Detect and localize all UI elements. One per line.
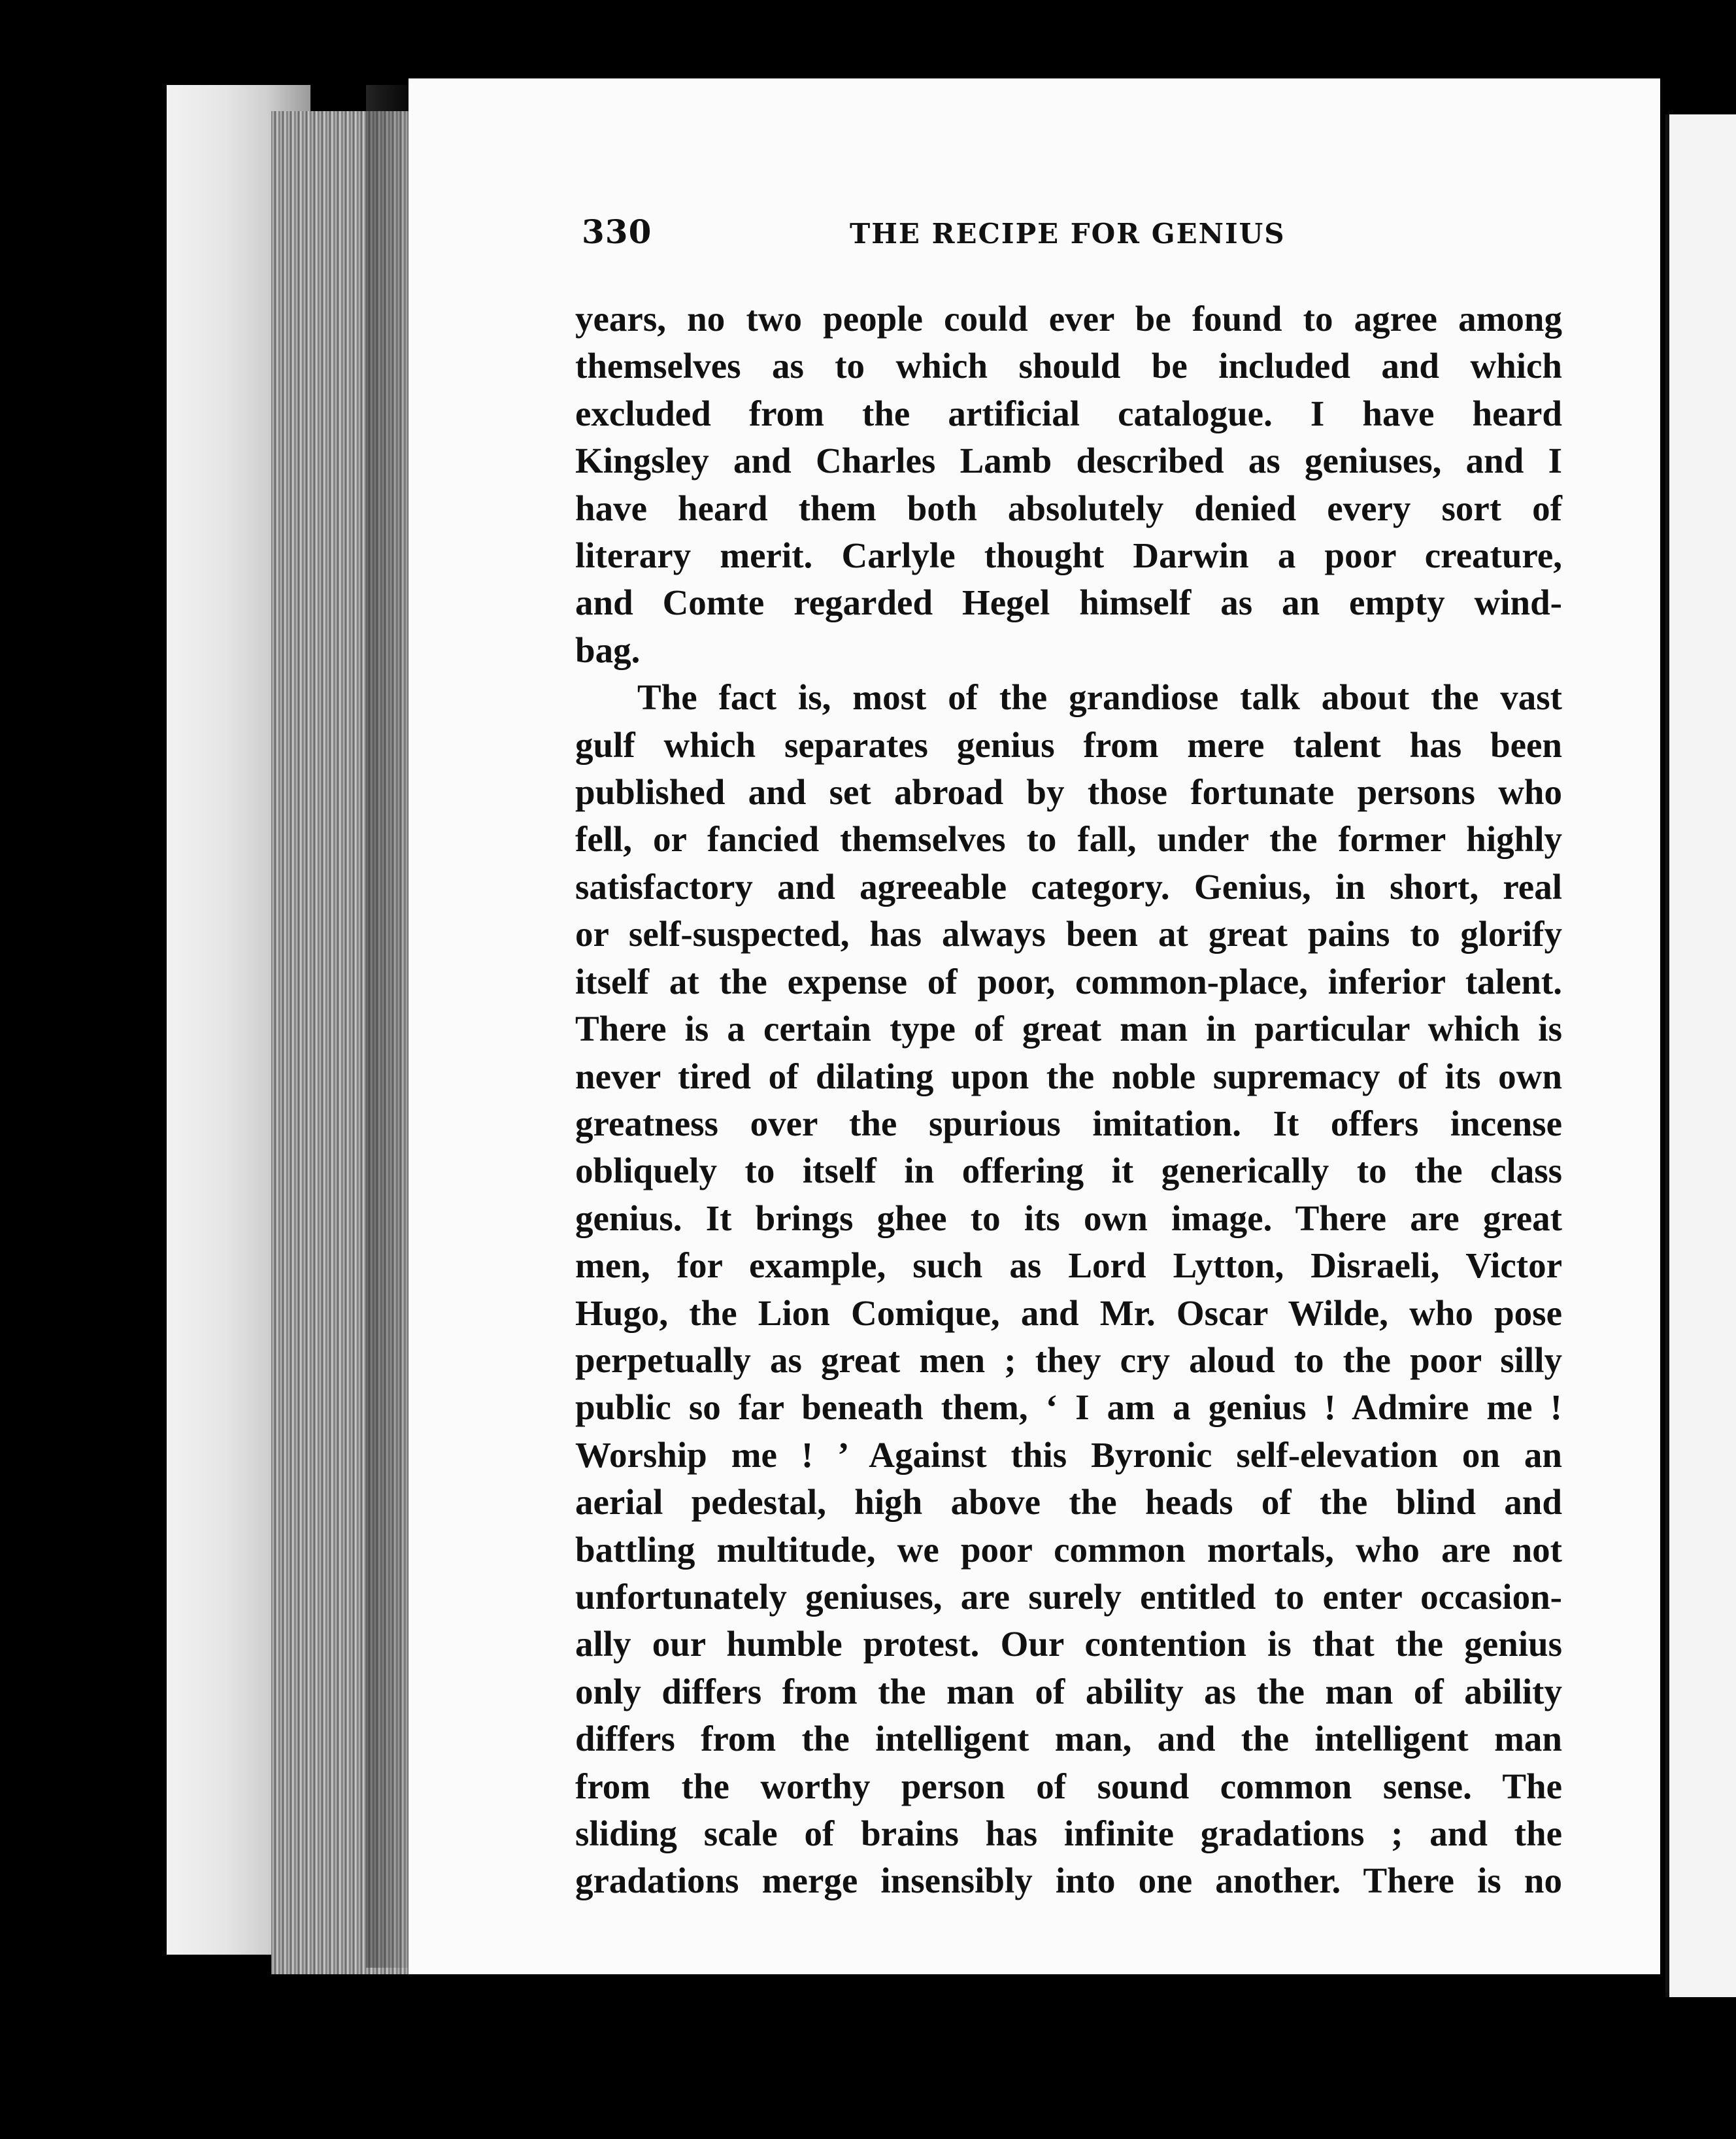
text-line: obliquely to itself in offering it generically to the class <box>575 1151 1562 1191</box>
text-line: years, no two people could ever be found to agree among <box>575 299 1562 339</box>
text-line: ally our humble protest. Our contention is that the genius <box>575 1624 1562 1664</box>
text-line: battling multitude, we poor common mortals, who are not <box>575 1529 1562 1570</box>
text-line: men, for example, such as Lord Lytton, Disraeli, Victor <box>575 1245 1562 1286</box>
page-number: 330 <box>582 212 652 251</box>
text-line: genius. It brings ghee to its own image. There are great <box>575 1198 1562 1238</box>
text-line: themselves as to which should be included and which <box>575 346 1562 386</box>
text-line: aerial pedestal, high above the heads of the blind and <box>575 1482 1562 1523</box>
text-line: or self-suspected, has always been at great pains to glorify <box>575 914 1562 954</box>
text-line: published and set abroad by those fortunate persons who <box>575 772 1562 813</box>
running-title: THE RECIPE FOR GENIUS <box>850 218 1286 250</box>
text-line: bag. <box>575 630 641 670</box>
text-line: itself at the expense of poor, common-place, inferior talent. <box>575 961 1562 1002</box>
body-text <box>575 295 1562 1905</box>
text-line: literary merit. Carlyle thought Darwin a poor creature, <box>575 535 1562 576</box>
text-line: fell, or fancied themselves to fall, under the former highly <box>575 819 1562 860</box>
text-line: unfortunately geniuses, are surely entitled to enter occasion- <box>575 1576 1562 1617</box>
text-line: never tired of dilating upon the noble supremacy of its own <box>575 1056 1562 1096</box>
text-line: from the worthy person of sound common sense. The <box>575 1766 1562 1806</box>
text-line: There is a certain type of great man in particular which is <box>575 1009 1562 1049</box>
text-line: sliding scale of brains has infinite gradations ; and the <box>575 1813 1562 1853</box>
text-line: differs from the intelligent man, and the intelligent man <box>575 1719 1562 1759</box>
paragraph-2 <box>575 674 1562 1905</box>
text-line: perpetually as great men ; they cry aloud to the poor silly <box>575 1339 1562 1380</box>
text-line: The fact is, most of the grandiose talk about the vast <box>637 677 1562 718</box>
text-line: public so far beneath them, ‘ I am a genius ! Admire me ! <box>575 1387 1562 1428</box>
paragraph-1 <box>575 295 1562 674</box>
text-line: and Comte regarded Hegel himself as an empty wind- <box>575 582 1562 623</box>
text-line: only differs from the man of ability as the man of ability <box>575 1671 1562 1711</box>
right-page-fragment <box>1665 114 1736 1997</box>
text-line: greatness over the spurious imitation. It offers incense <box>575 1103 1562 1143</box>
running-head <box>582 212 1307 271</box>
text-line: gulf which separates genius from mere talent has been <box>575 724 1562 765</box>
text-line: excluded from the artificial catalogue. I have heard <box>575 393 1562 433</box>
text-line: Kingsley and Charles Lamb described as geniuses, and I <box>575 441 1562 481</box>
text-line: satisfactory and agreeable category. Genius, in short, real <box>575 866 1562 907</box>
text-line: gradations merge insensibly into one another. There is no <box>575 1861 1562 1901</box>
text-line: have heard them both absolutely denied every sort of <box>575 488 1562 528</box>
text-line: Worship me ! ’ Against this Byronic self-elevation on an <box>575 1434 1562 1475</box>
text-line: Hugo, the Lion Comique, and Mr. Oscar Wilde, who pose <box>575 1292 1562 1333</box>
